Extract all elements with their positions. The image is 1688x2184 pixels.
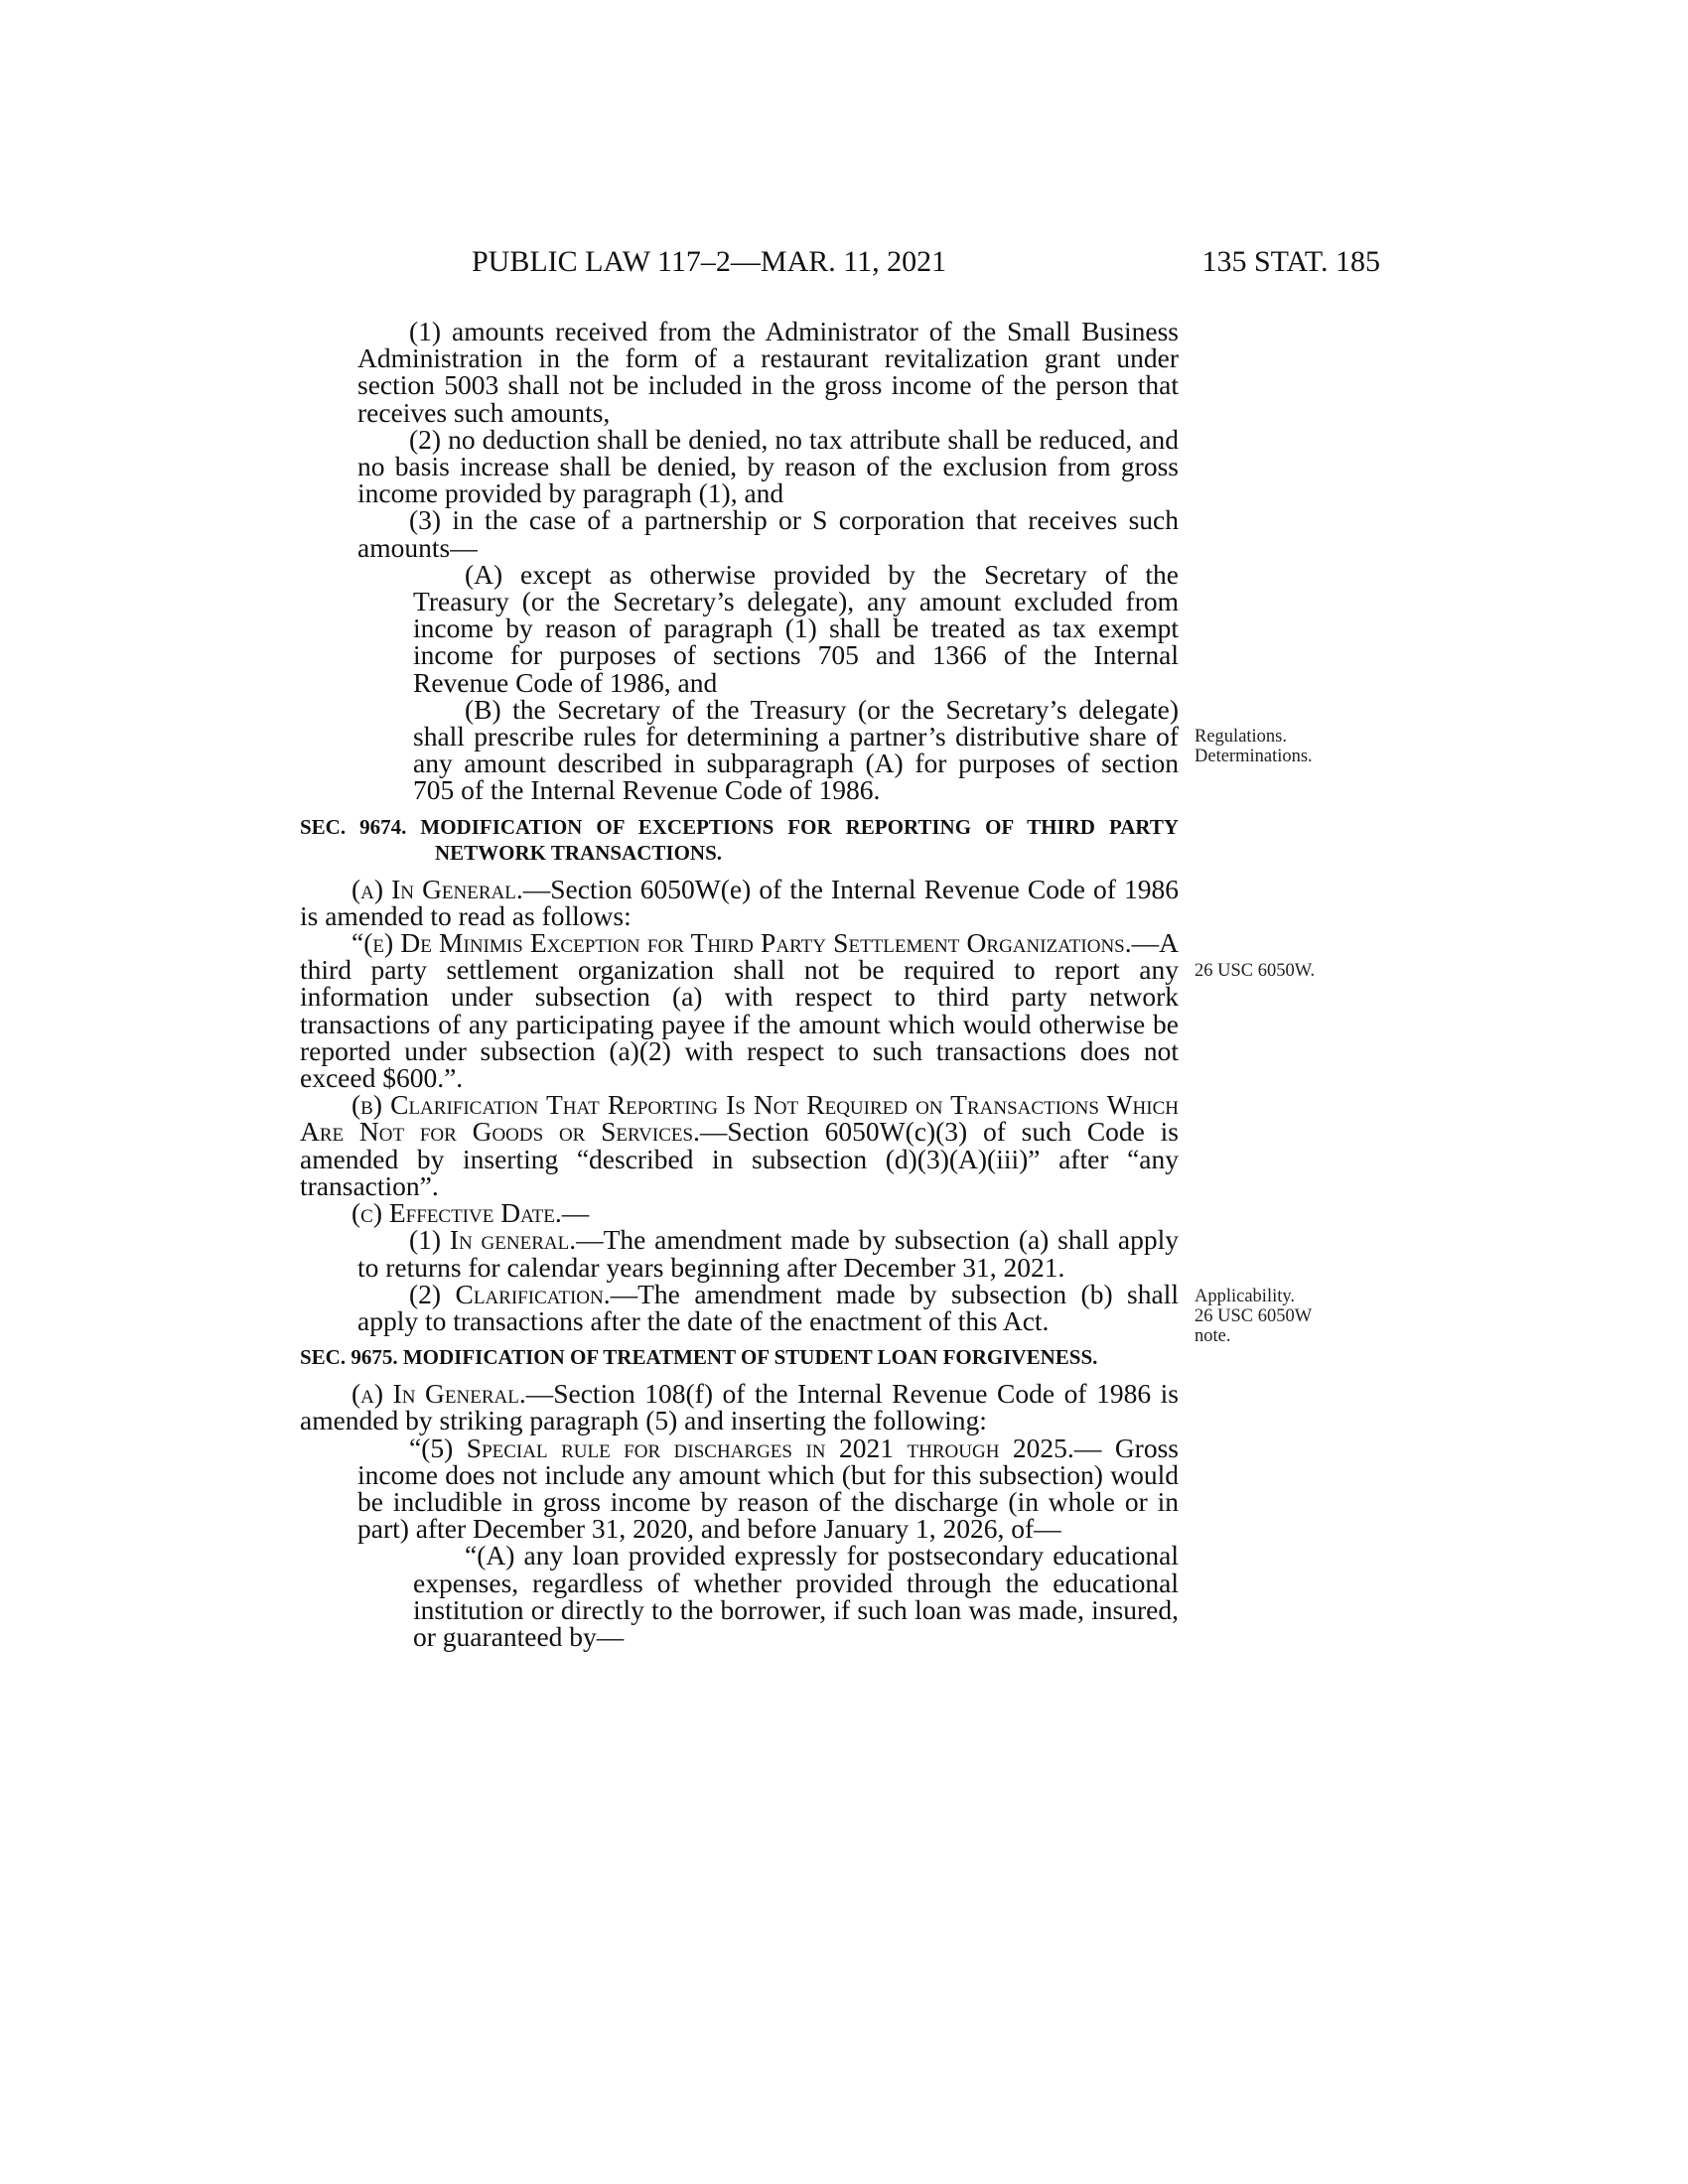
sec9674-c2-text: —The amendment made by subsection (b) shall apply to transactions after the date of the enactment of this Act. <box>357 1278 1179 1336</box>
law-title: PUBLIC LAW 117–2—MAR. 11, 2021 <box>472 245 947 278</box>
sec9675-p5-text: — Gross income does not include any amount which (but for this subsection) would be includible in gross income by reason of the discharge (in whole or in part) after December 31, 2020, and before January 1, 2026, of— <box>357 1432 1179 1545</box>
section-9674-heading: SEC. 9674. MODIFICATION OF EXCEPTIONS FOR REPORTING OF THIRD PARTY NETWORK TRANSACTIONS. <box>300 814 1179 865</box>
sec9674-subsection-a <box>300 873 1179 931</box>
sec9674-c1-text: —The amendment made by subsection (a) shall apply to returns for calendar years beginning after December 31, 2021. <box>357 1224 1179 1283</box>
sec9674-c-paragraph-1 <box>300 1224 1179 1283</box>
margin-note-usc-text: 26 USC 6050W. <box>1195 961 1316 981</box>
sec9675-subsection-a <box>300 1378 1179 1436</box>
sec9674-subsection-b <box>300 1091 1179 1199</box>
section-9675-heading: SEC. 9675. MODIFICATION OF TREATMENT OF STUDENT LOAN FORGIVENESS. <box>300 1345 1098 1370</box>
paragraph-3: (3) in the case of a partnership or S corporation that receives such amounts— <box>357 504 1179 563</box>
sec9674-c1-heading: (1) In general. <box>409 1224 577 1256</box>
margin-note-applicability <box>1195 1287 1373 1346</box>
sec9675-p5-heading: “(5) Special rule for discharges in 2021 through 2025. <box>409 1432 1074 1463</box>
subparagraph-3b: (B) the Secretary of the Treasury (or the Secretary’s delegate) shall prescribe rules for determining a partner’s distributive share of any amount described in subparagraph (A) for purposes of section 705 of the Internal Revenue Code of 1986. <box>413 693 1179 806</box>
sec9674-c-text: — <box>561 1197 590 1229</box>
margin-note-determinations-text: Determinations. <box>1195 747 1313 766</box>
margin-note-applicability-text: Applicability. <box>1195 1287 1296 1306</box>
sec9674-a-heading: (a) In General. <box>352 873 523 904</box>
sec9674-quoted-subsection-e <box>300 927 1179 1094</box>
margin-note-usc-note-line2: note. <box>1195 1326 1231 1346</box>
sec9674-subsection-c <box>300 1197 1179 1229</box>
margin-note-regulations <box>1195 727 1373 766</box>
margin-note-usc-note-line1: 26 USC 6050W <box>1195 1306 1313 1326</box>
sec9674-c-heading: (c) Effective Date. <box>352 1197 562 1229</box>
paragraph-2: (2) no deduction shall be denied, no tax attribute shall be reduced, and no basis increase shall be denied, by reason of the exclusion from gross income provided by paragraph (1), and <box>357 423 1179 509</box>
sec9674-b-heading: (b) Clarification That Reporting Is Not Required on Transactions Which Are Not for Goods or Services. <box>300 1089 1179 1148</box>
subparagraph-3a: (A) except as otherwise provided by the Secretary of the Treasury (or the Secretary’s delegate), any amount excluded from income by reason of paragraph (1) shall be treated as tax exempt income for purposes of sections 705 and 1366 of the Internal Revenue Code of 1986, and <box>413 558 1179 698</box>
statute-page-number: 135 STAT. 185 <box>1201 245 1380 278</box>
sec9674-b-text: —Section 6050W(c)(3) of such Code is amended by inserting “described in subsection (d)(3)(A)(iii)” after “any transaction”. <box>300 1116 1179 1201</box>
sec9675-quoted-subparagraph-a: “(A) any loan provided expressly for postsecondary educational expenses, regardless of whether provided through the educational institution or directly to the borrower, if such loan was made, insured, or guaranteed by— <box>413 1540 1179 1652</box>
margin-note-usc <box>1195 961 1373 981</box>
margin-note-regulations-text: Regulations. <box>1195 727 1288 747</box>
sec9674-c-paragraph-2 <box>300 1278 1179 1336</box>
sec9674-e-heading: “(e) De Minimis Exception for Third Party Settlement Organizations. <box>352 927 1132 959</box>
sec9674-c2-heading: (2) Clarification. <box>409 1278 611 1309</box>
document-body <box>300 318 1179 1650</box>
sec9674-a-text: —Section 6050W(e) of the Internal Revenue Code of 1986 is amended to read as follows: <box>300 873 1179 931</box>
paragraph-1: (1) amounts received from the Administrator of the Small Business Administration in the form of a restaurant revitalization grant under section 5003 shall not be included in the gross income of the person that receives such amounts, <box>357 316 1179 428</box>
sec9674-e-text: —A third party settlement organization shall not be required to report any information under subsection (a) with respect to third party network transactions of any participating payee if the amount which would otherwise be reported under subsection (a)(2) with respect to such transactions does not exceed $600.”. <box>300 927 1179 1094</box>
sec9675-quoted-paragraph-5 <box>300 1434 1179 1543</box>
sec9675-a-heading: (a) In General. <box>352 1378 526 1410</box>
sec9675-a-text: —Section 108(f) of the Internal Revenue Code of 1986 is amended by striking paragraph (5) and inserting the following: <box>300 1378 1179 1436</box>
